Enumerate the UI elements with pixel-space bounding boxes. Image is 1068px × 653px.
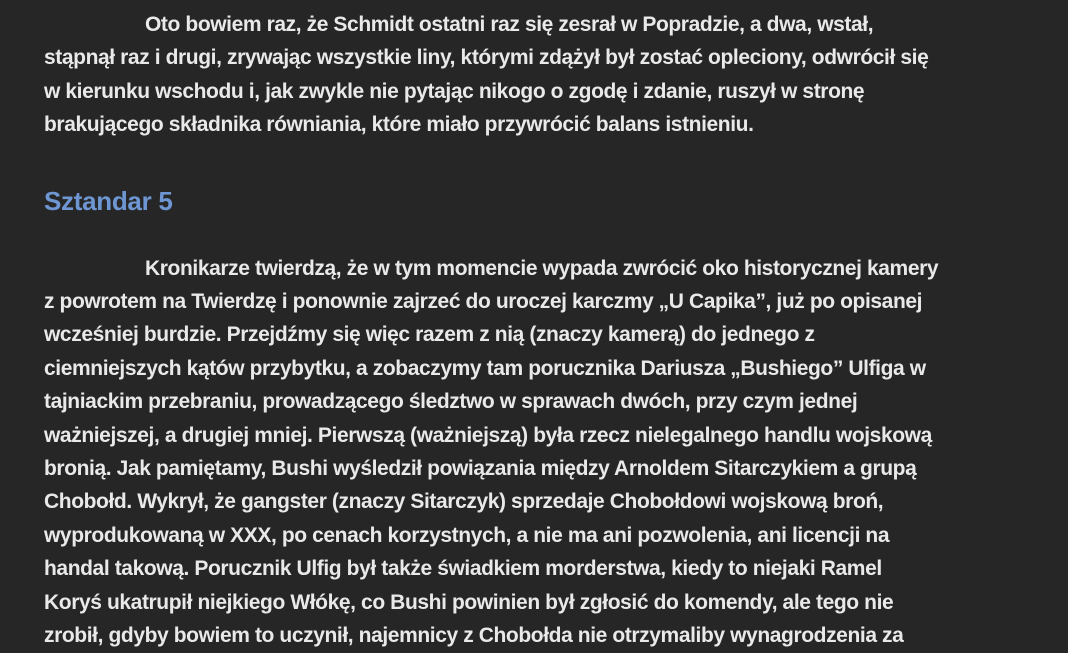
paragraph-1 [44, 8, 1030, 142]
text-line: tajniackim przebraniu, prowadzącego śledztwo w sprawach dwóch, przy czym jednej [44, 390, 858, 414]
paragraph-2 [44, 252, 1030, 653]
section-heading: Sztandar 5 [44, 185, 173, 216]
text-line: Oto bowiem raz, że Schmidt ostatni raz się zesrał w Popradzie, a dwa, wstał, [145, 13, 874, 36]
text-line: handal takową. Porucznik Ulfig był także świadkiem morderstwa, kiedy to niejaki Ramel [44, 557, 882, 581]
text-line: w kierunku wschodu i, jak zwykle nie pytając nikogo o zgodę i zdanie, ruszył w stronę [44, 79, 865, 103]
text-line: Kronikarze twierdzą, że w tym momencie wypada zwrócić oko historycznej kamery [145, 256, 939, 280]
text-line: bronią. Jak pamiętamy, Bushi wyśledził powiązania między Arnoldem Sitarczykiem a grupą [44, 457, 917, 481]
text-line: stąpnął raz i drugi, zrywając wszystkie liny, którymi zdążył był zostać opleciony, odwrócił się [44, 46, 929, 70]
text-line: wcześniej burdzie. Przejdźmy się więc razem z nią (znaczy kamerą) do jednego z [44, 323, 815, 347]
text-line: wyprodukowaną w XXX, po cenach korzystnych, a nie ma ani pozwolenia, ani licencji na [44, 523, 890, 547]
text-line: ważniejszej, a drugiej mniej. Pierwszą (ważniejszą) była rzecz nielegalnego handlu wojskową [44, 423, 932, 447]
text-line: ciemniejszych kątów przybytku, a zobaczymy tam porucznika Dariusza „Bushiego” Ulfiga w [44, 356, 926, 380]
text-line: Chobołd. Wykrył, że gangster (znaczy Sitarczyk) sprzedaje Chobołdowi wojskową broń, [44, 490, 884, 514]
text-line: Koryś ukatrupił niejkiego Włókę, co Bushi powinien był zgłosić do komendy, ale tego nie [44, 590, 894, 614]
text-line: z powrotem na Twierdzę i ponownie zajrzeć do uroczej karczmy „U Capika”, już po opisanej [44, 290, 923, 314]
text-line: zrobił, gdyby bowiem to uczynił, najemnicy z Chobołda nie otrzymaliby wynagrodzenia za [44, 624, 904, 648]
text-line: brakującego składnika równiania, które miało przywrócić balans istnieniu. [44, 113, 754, 137]
